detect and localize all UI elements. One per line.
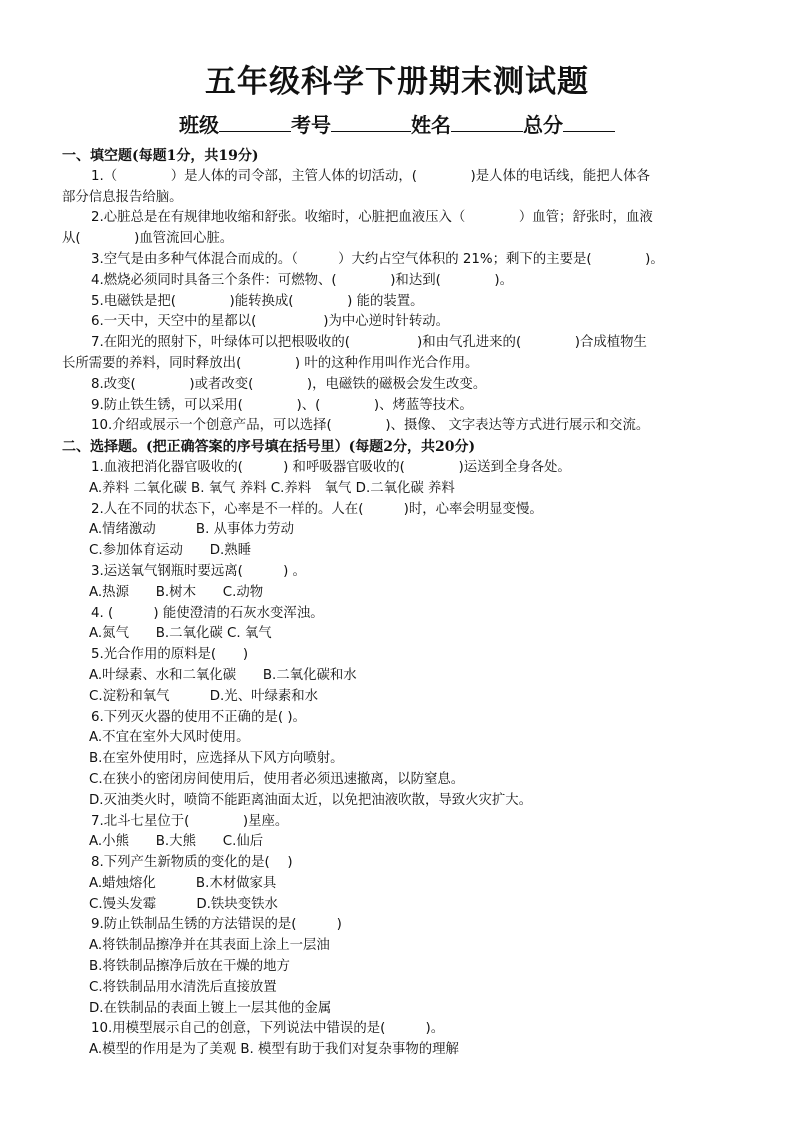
answer-options: A.小熊 B.大熊 C.仙后	[89, 834, 264, 850]
answer-options: D.灭油类火时，喷筒不能距离油面太近，以免把油液吹散，导致火灾扩大。	[89, 792, 533, 808]
answer-options: C.将铁制品用水清洗后直接放置	[89, 979, 277, 995]
answer-options: A.将铁制品擦净并在其表面上涂上一层油	[89, 938, 330, 954]
choice-question: 3.运送氧气钢瓶时要远离( ) 。	[91, 563, 306, 579]
class-blank[interactable]	[219, 113, 291, 132]
fill-in-question: 7.在阳光的照射下，叶绿体可以把根吸收的( )和由气孔进来的( )合成植物生	[91, 335, 647, 351]
answer-options: C.淀粉和氧气 D.光、叶绿素和水	[89, 688, 319, 704]
fill-in-question: 9.防止铁生锈，可以采用( )、( )、烤蓝等技术。	[91, 397, 473, 413]
answer-options: B.将铁制品擦净后放在干燥的地方	[89, 959, 290, 975]
answer-options: A.不宜在室外大风时使用。	[89, 730, 250, 746]
fill-in-question: 8.改变( )或者改变( )，电磁铁的磁极会发生改变。	[91, 376, 487, 392]
question-continuation: 部分信息报告给脑。	[62, 189, 183, 205]
choice-question: 4. ( ) 能使澄清的石灰水变浑浊。	[91, 605, 324, 621]
answer-options: A.蜡烛熔化 B.木材做家具	[89, 875, 277, 891]
answer-options: C.参加体育运动 D.熟睡	[89, 543, 252, 559]
fill-in-question: 4.燃烧必须同时具备三个条件：可燃物、( )和达到( )。	[91, 272, 513, 288]
fill-in-questions	[62, 167, 738, 437]
choice-question: 8.下列产生新物质的变化的是( )	[91, 855, 293, 871]
score-blank[interactable]	[563, 113, 615, 132]
answer-options: A.氮气 B.二氧化碳 C. 氧气	[89, 626, 272, 642]
choice-question: 7.北斗七星位于( )星座。	[91, 813, 289, 829]
question-continuation: 从( )血管流回心脏。	[62, 231, 234, 247]
answer-options: A.叶绿素、水和二氧化碳 B.二氧化碳和水	[89, 667, 357, 683]
name-blank[interactable]	[451, 113, 523, 132]
name-label: 姓名	[411, 113, 451, 137]
answer-options: A.养料 二氧化碳 B. 氧气 养料 C.养料 氧气 D.二氧化碳 养料	[89, 480, 455, 496]
answer-options: B.在室外使用时，应选择从下风方向喷射。	[89, 751, 344, 767]
exam-no-label: 考号	[291, 113, 331, 137]
fill-in-question: 3.空气是由多种气体混合而成的。（ ）大约占空气体积的 21%；剩下的主要是( )。	[91, 251, 664, 267]
choice-question: 6.下列灭火器的使用不正确的是( )。	[91, 709, 306, 725]
class-label: 班级	[179, 113, 219, 137]
question-continuation: 长所需要的养料，同时释放出( ) 叶的这种作用叫作光合作用。	[62, 355, 479, 371]
choice-questions	[62, 458, 738, 1061]
exam-no-blank[interactable]	[331, 113, 411, 132]
answer-options: C.馒头发霉 D.铁块变铁水	[89, 896, 278, 912]
student-info-line	[0, 112, 794, 138]
choice-question: 9.防止铁制品生锈的方法错误的是( )	[91, 917, 342, 933]
fill-in-question: 10.介绍或展示一个创意产品，可以选择( )、摄像、 文字表达等方式进行展示和交流。	[91, 418, 650, 434]
fill-in-question: 6.一天中，天空中的星都以( )为中心逆时针转动。	[91, 314, 449, 330]
section-heading-fill-in: 一、填空题(每题1分，共19分)	[62, 148, 259, 164]
section-heading-choice: 二、选择题。(把正确答案的序号填在括号里）(每题2分，共20分)	[62, 439, 476, 456]
choice-question: 10.用模型展示自己的创意，下列说法中错误的是( )。	[91, 1021, 445, 1037]
fill-in-question: 1.（ ）是人体的司令部，主管人体的切活动，( )是人体的电话线，能把人体各	[91, 168, 650, 184]
exam-content	[62, 146, 738, 1061]
choice-question: 2.人在不同的状态下，心率是不一样的。人在( )时，心率会明显变慢。	[91, 501, 543, 517]
fill-in-question: 2.心脏总是在有规律地收缩和舒张。收缩时，心脏把血液压入（ ）血管；舒张时，血液	[91, 210, 653, 226]
score-label: 总分	[523, 113, 563, 137]
fill-in-question: 5.电磁铁是把( )能转换成( ) 能的装置。	[91, 293, 424, 309]
answer-options: D.在铁制品的表面上镀上一层其他的金属	[89, 1000, 332, 1016]
answer-options: A.情绪激动 B. 从事体力劳动	[89, 522, 294, 538]
answer-options: A.模型的作用是为了美观 B. 模型有助于我们对复杂事物的理解	[89, 1042, 459, 1058]
answer-options: C.在狭小的密闭房间使用后，使用者必须迅速撤离，以防窒息。	[89, 771, 465, 787]
choice-question: 5.光合作用的原料是( )	[91, 647, 249, 663]
page-title: 五年级科学下册期末测试题	[205, 64, 589, 100]
answer-options: A.热源 B.树木 C.动物	[89, 584, 264, 600]
choice-question: 1.血液把消化器官吸收的( ) 和呼吸器官吸收的( )运送到全身各处。	[91, 459, 571, 475]
